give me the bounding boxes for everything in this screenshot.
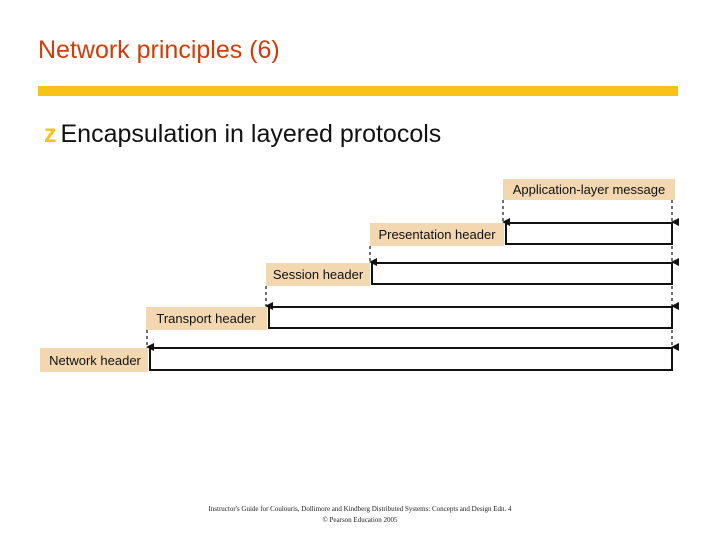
bullet-glyph: z [44, 120, 57, 148]
transport-label: Transport header [156, 311, 256, 326]
application-label: Application-layer message [512, 182, 666, 197]
session-payload-box [372, 263, 672, 284]
network-payload-box [150, 348, 672, 370]
transport-payload-box [269, 307, 672, 328]
network-label: Network header [49, 353, 141, 368]
presentation-payload-box [506, 223, 672, 244]
layer-session [266, 263, 672, 286]
layer-presentation [370, 223, 672, 246]
session-label: Session header [272, 267, 364, 282]
layer-network [40, 348, 672, 372]
footer-credit: Instructor's Guide for Coulouris, Dollimore and Kindberg Distributed Systems: Concepts and Design Edn. 4 [208, 505, 512, 513]
footer-copyright: © Pearson Education 2005 [322, 516, 398, 524]
layer-application [503, 179, 675, 200]
layer-transport [146, 307, 672, 330]
presentation-label: Presentation header [378, 227, 496, 242]
bullet-text: Encapsulation in layered protocols [60, 120, 442, 148]
slide-title: Network principles (6) [38, 36, 280, 64]
